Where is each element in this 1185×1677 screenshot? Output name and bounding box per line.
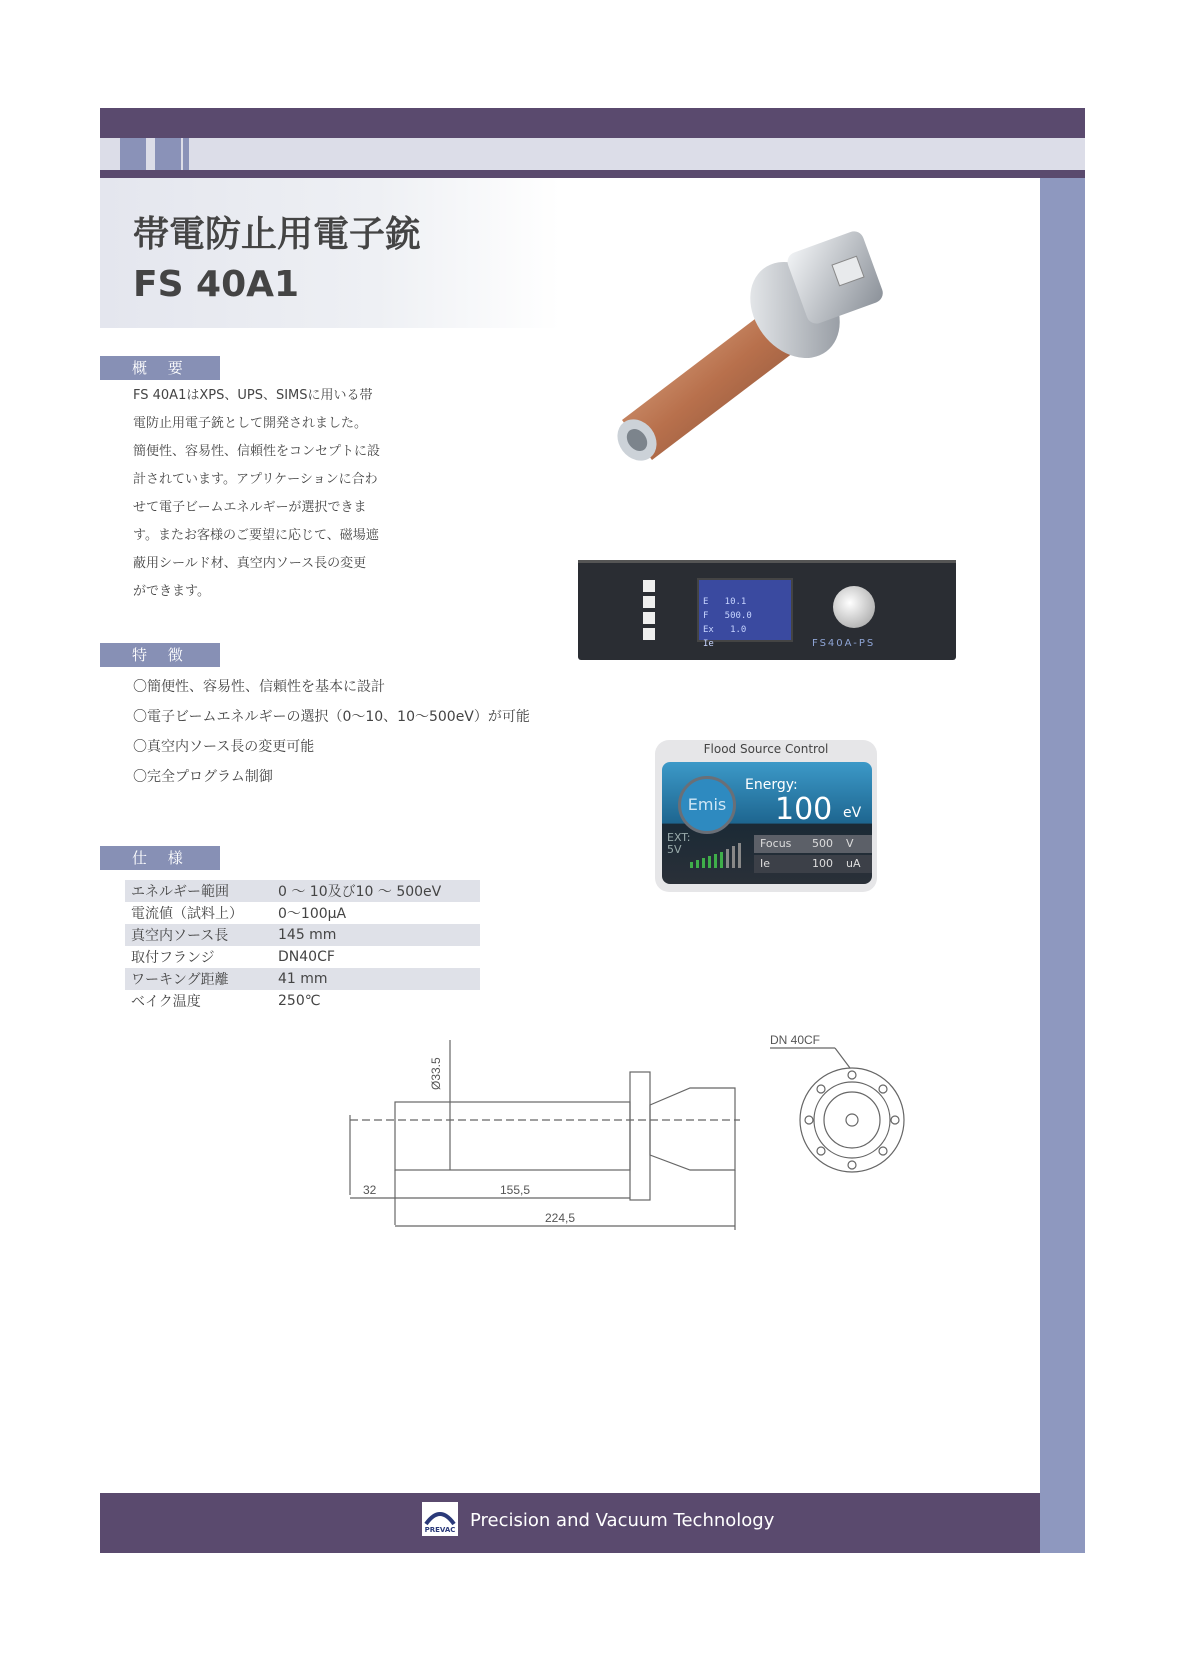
table-row [125,946,480,968]
overview-text [133,382,423,606]
spec-value: 41 mm [272,968,480,990]
dimension-diameter: Ø33.5 [429,1057,443,1090]
header-square-3 [183,138,189,170]
ie-value: 100 [812,857,833,870]
prevac-logo-icon [424,1504,456,1526]
ps-display [697,578,793,649]
ps-button [643,596,655,608]
ps-button [643,628,655,640]
spec-label: 電流値（試料上） [131,906,243,922]
ie-row [754,855,872,873]
title-line-1: 帯電防止用電子銃 [133,214,422,255]
overview-line: 蔽用シールド材、真空内ソース長の変更 [133,556,367,571]
dimension-224: 224,5 [545,1211,576,1225]
spec-label: 真空内ソース長 [125,924,272,946]
ext-value: 5V [667,843,682,856]
energy-unit: eV [843,805,862,821]
electron-gun-image [610,230,940,490]
feature-item: 〇真空内ソース長の変更可能 [133,739,315,755]
header-square-1 [120,138,146,170]
dimension-155: 155,5 [500,1183,531,1197]
features-heading: 特 徴 [100,643,220,667]
spec-value: 0 ～ 10及び10 ～ 500eV [272,880,480,902]
focus-label: Focus [760,837,792,850]
energy-value: 100 [775,792,833,827]
spec-label: 取付フランジ [131,950,215,966]
page-title [133,210,421,310]
overview-line: FS 40A1はXPS、UPS、SIMSに用いる帯 [133,388,373,403]
ext-label: EXT: [667,831,691,844]
ps-display-line: Ex 1.0 [703,625,747,635]
spec-value: DN40CF [278,949,335,965]
footer-tagline: Precision and Vacuum Technology [470,1510,775,1531]
focus-unit: V [846,837,854,850]
ps-button [643,580,655,592]
ps-display-line: E 10.1 [703,597,747,607]
overview-line: 計されています。アプリケーションに合わ [133,472,378,487]
spec-label: ベイク温度 [131,994,201,1010]
flange-label: DN 40CF [770,1033,821,1047]
ps-button [643,612,655,624]
technical-drawing [330,1020,910,1240]
ps-knob [833,586,875,628]
table-row [125,880,480,902]
spec-value: 250℃ [278,993,321,1009]
overview-line: 電防止用電子銃として開発されました。 [133,416,368,431]
ps-display-line: F 500.0 [703,611,752,621]
focus-value: 500 [812,837,833,850]
right-decor-strip [1040,178,1085,1553]
spec-value: 145 mm [272,924,480,946]
features-list [133,672,530,792]
logo-text: PREVAC [424,1526,456,1534]
feature-item: 〇完全プログラム制御 [133,769,273,785]
table-row [125,968,480,990]
overview-line: 簡便性、容易性、信頼性をコンセプトに設 [133,444,381,459]
feature-item: 〇電子ビームエネルギーの選択（0～10、10～500eV）が可能 [133,709,530,725]
ie-label: Ie [760,857,771,870]
emis-button: Emis [678,776,736,834]
header-band-bottom [100,170,1085,178]
control-title: Flood Source Control [703,742,829,756]
spec-label: エネルギー範囲 [125,880,272,902]
table-row [125,924,480,946]
ext-readout [667,832,691,856]
ps-display-line: Ie [703,639,741,649]
table-row [125,902,480,924]
specs-heading: 仕 様 [100,846,220,870]
feature-item: 〇簡便性、容易性、信頼性を基本に設計 [133,679,385,695]
energy-label: Energy: [745,777,798,793]
ie-unit: uA [846,857,861,870]
overview-line: す。またお客様のご要望に応じて、磁場遮 [133,528,379,543]
spec-table [125,880,480,1012]
dimension-32: 32 [363,1183,377,1197]
header-band-middle [100,138,1085,170]
title-line-2: FS 40A1 [133,264,300,305]
overview-line: せて電子ビームエネルギーが選択できま [133,500,367,515]
ps-model-label: FS40A-PS [812,638,876,649]
overview-heading: 概 要 [100,356,220,380]
level-bars-icon [690,842,744,868]
header-band-top [100,108,1085,138]
spec-value: 0～100μA [278,906,347,922]
overview-line: ができます。 [133,584,210,599]
spec-label: ワーキング距離 [125,968,272,990]
table-row [125,990,480,1012]
power-supply-top-edge [578,560,956,563]
header-square-2 [155,138,181,170]
focus-row [754,835,872,853]
